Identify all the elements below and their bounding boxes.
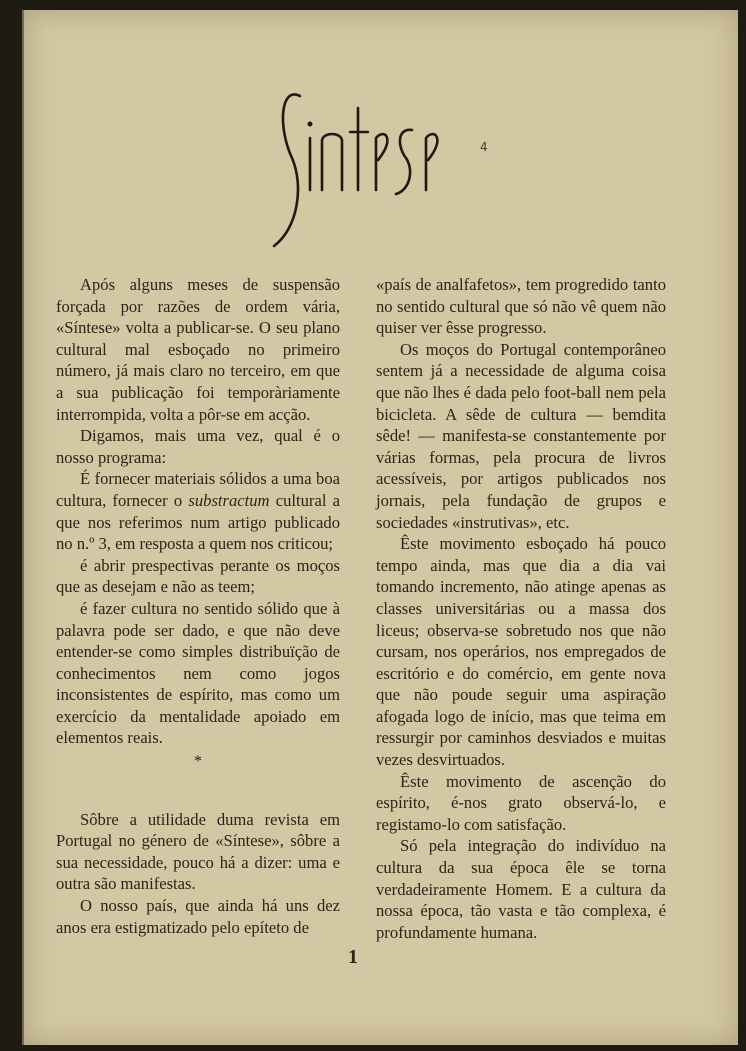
paragraph: Só pela integração do indivíduo na cultura da sua época êle se torna verdadeiramente Homem. E a cultura da nossa época, tão vasta e tão complexa, é profundamente humana.	[376, 836, 666, 942]
sintese-logotype	[258, 78, 508, 258]
paragraph-text: É fornecer materiais sólidos a uma boa cultura, fornecer o	[56, 469, 340, 510]
masthead-logo	[258, 78, 508, 258]
paragraph: é fazer cultura no sentido sólido que à palavra pode ser dado, e que não deve entender-se como simples distribuïção de conhecimentos nem como jogos inconsistentes de espírito, mas como um exercício da mentalidade apoiado em elementos reais.	[56, 598, 340, 748]
paragraph: «país de analfafetos», tem progredido tanto no sentido cultural que só não vê quem não quiser ver êsse progresso.	[376, 275, 666, 338]
right-column	[376, 274, 666, 943]
section-separator: *	[194, 753, 202, 771]
italic-term: substractum	[188, 490, 270, 510]
paragraph: é abrir prespectivas perante os moços que as desejam e não as teem;	[56, 555, 340, 597]
page-number: 1	[348, 946, 358, 968]
paragraph: O nosso país, que ainda há uns dez anos era estigmatizado pelo epíteto de	[56, 896, 340, 937]
paragraph: Os moços do Portugal contemporâneo sentem já a necessidade de alguma coisa que não lhes é dada pelo foot-ball nem pela bicicleta. A sêde de cultura — bemdita sêde! — manifesta-se constantemente por várias formas, pela procura de livros acessíveis, por artigos publicados nos jornais, pela fundação de grupos e sociedades «instrutivas», etc.	[376, 339, 666, 532]
masthead-pencil-mark: 4	[480, 140, 488, 154]
paragraph: Digamos, mais uma vez, qual é o nosso programa:	[56, 426, 340, 467]
paragraph-text: cultural a que nos referimos num artigo publicado no n.º 3, em resposta a quem nos criticou;	[56, 490, 341, 554]
paragraph: Sôbre a utilidade duma revista em Portugal no género de «Síntese», sôbre a sua necessidade, pouco há a dizer: uma e outra são manifestas.	[56, 809, 340, 894]
paragraph: Êste movimento de ascenção do espírito, é-nos grato observá-lo, e registamo-lo com satisfação.	[376, 771, 666, 834]
paragraph: Após alguns meses de suspensão forçada por razões de ordem vária, «Síntese» volta a publicar-se. O seu plano cultural mal esboçado no primeiro número, já mais claro no terceiro, em que a sua publicação foi temporàriamente interrompida, volta a pôr-se em acção.	[56, 275, 340, 424]
paragraph: Êste movimento esboçado há pouco tempo ainda, mas que dia a dia vai tomando incremento, não atinge apenas as classes universitárias ou a massa dos liceus; observa-se sobretudo nos que não cursam, nos operários, nos empregados de escritório e do comércio, em gente nova que não poude seguir uma aspiração afogada logo de início, mas que teima em ressurgir por caminhos desviados e muitas vezes desvirtuados.	[376, 534, 666, 770]
left-column	[56, 274, 340, 938]
paragraph	[56, 468, 340, 554]
